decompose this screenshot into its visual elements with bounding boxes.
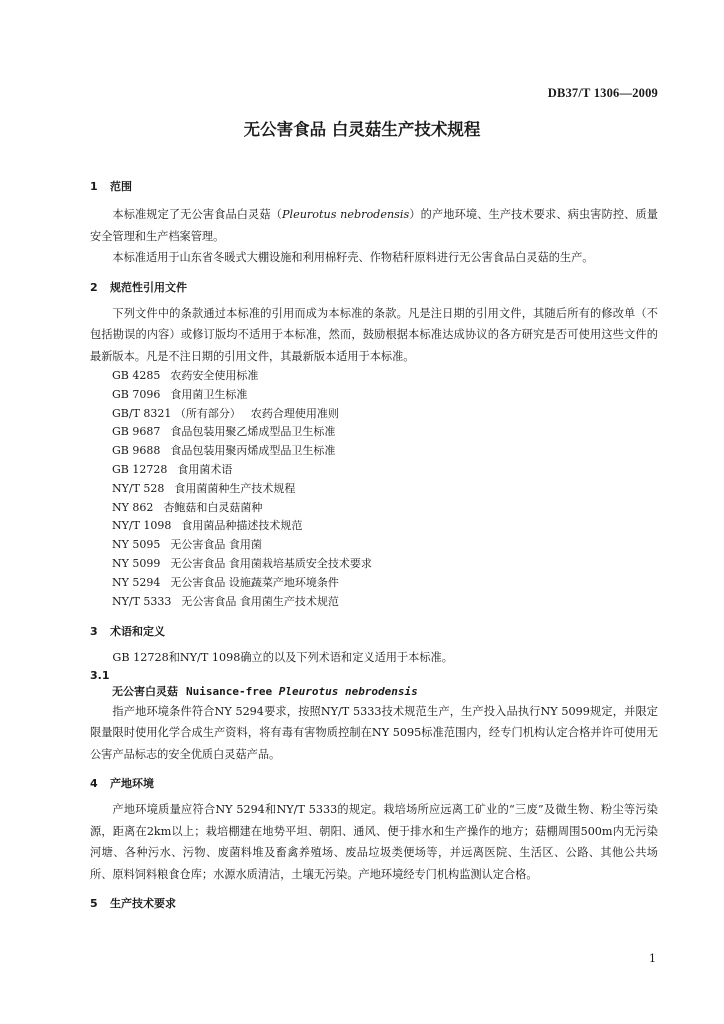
- ref-code: NY 5095: [112, 538, 161, 552]
- section-number: 4: [90, 777, 98, 791]
- list-item: [90, 405, 658, 424]
- section-number: 5: [90, 897, 98, 911]
- ref-code: GB/T 8321 （所有部分）: [112, 406, 241, 420]
- normative-refs-intro: 下列文件中的条款通过本标准的引用而成为本标准的条款。凡是注日期的引用文件，其随后所有的修改单（不包括勘误的内容）或修订版均不适用于本标准，然而，鼓励根据本标准达成协议的各方研究是否可使用这些文件的最新版本。凡是不注日期的引用文件，其最新版本适用于本标准。: [90, 306, 658, 363]
- list-item: [90, 386, 658, 405]
- reference-list: [90, 367, 658, 611]
- term-name: [90, 682, 658, 701]
- section-title: 范围: [110, 180, 132, 193]
- ref-title: 食用菌菌种生产技术规程: [174, 481, 296, 495]
- term-english-latin: Pleurotus nebrodensis: [278, 684, 418, 698]
- scope-latin-name: Pleurotus nebrodensis: [281, 208, 410, 221]
- section-heading-terms: [90, 623, 658, 639]
- section-number: 3: [90, 625, 98, 639]
- standard-code: DB37/T 1306—2009: [547, 86, 658, 100]
- list-item: [90, 499, 658, 518]
- term-chinese: 无公害白灵菇: [112, 684, 178, 698]
- ref-title: 食用菌术语: [177, 462, 233, 476]
- document-body: [90, 178, 658, 911]
- ref-code: NY 5294: [112, 575, 161, 589]
- ref-title: 食用菌卫生标准: [170, 387, 248, 401]
- section-title: 规范性引用文件: [110, 280, 187, 294]
- ref-code: NY/T 5333: [112, 594, 172, 608]
- list-item: [90, 536, 658, 555]
- page-number: 1: [649, 952, 656, 965]
- document-title: 无公害食品 白灵菇生产技术规程: [243, 120, 481, 139]
- list-item: [90, 423, 658, 442]
- section-title: 生产技术要求: [110, 897, 176, 911]
- section-number: 1: [90, 180, 98, 193]
- ref-code: NY 862: [112, 500, 154, 514]
- section-title: 术语和定义: [110, 625, 165, 639]
- terms-intro: GB 12728和NY/T 1098确立的以及下列术语和定义适用于本标准。: [112, 651, 453, 665]
- ref-title: 食品包装用聚乙烯成型品卫生标准: [170, 425, 336, 439]
- ref-code: GB 4285: [112, 369, 161, 382]
- list-item: [90, 480, 658, 499]
- ref-title: 杏鲍菇和白灵菇菌种: [163, 500, 263, 514]
- term-english: [186, 685, 418, 698]
- list-item: [90, 555, 658, 574]
- ref-code: GB 9688: [112, 444, 161, 458]
- list-item: [90, 442, 658, 461]
- ref-title: 无公害食品 食用菌栽培基质安全技术要求: [170, 556, 372, 570]
- ref-code: GB 12728: [112, 462, 168, 476]
- ref-code: NY/T 1098: [112, 519, 172, 533]
- ref-code: NY/T 528: [112, 481, 165, 495]
- section-heading-scope: [90, 178, 658, 194]
- ref-title: 无公害食品 食用菌生产技术规范: [181, 594, 339, 608]
- ref-code: GB 7096: [112, 387, 161, 401]
- section-heading-environment: [90, 775, 658, 791]
- ref-code: NY 5099: [112, 556, 161, 570]
- term-english-prefix: Nuisance-free: [186, 684, 273, 698]
- list-item: [90, 517, 658, 536]
- section-number: 2: [90, 280, 98, 294]
- list-item: [90, 461, 658, 480]
- environment-paragraph: 产地环境质量应符合NY 5294和NY/T 5333的规定。栽培场所应远离工矿业的“三废”及微生物、粉尘等污染源，距离在2km以上；栽培棚建在地势平坦、朝阳、通风、便于排水和生产操作的地方；菇棚周围500m内无污染河塘、各种污水、污物、废菌料堆及畜禽养殖场、废品垃圾类便场等，并远离医院、生活区、公路、其他公共场所、原料饲料粮食仓库；水源水质清洁，土壤无污染。产地环境经专门机构监测认定合格。: [90, 803, 658, 881]
- scope-paragraph-1: [90, 204, 658, 247]
- ref-title: 食品包装用聚丙烯成型品卫生标准: [170, 444, 336, 458]
- section-title: 产地环境: [110, 777, 154, 791]
- list-item: [90, 367, 658, 386]
- term-number: 3.1: [90, 668, 110, 682]
- ref-title: 农药合理使用准则: [250, 406, 339, 420]
- term-definition: 指产地环境条件符合NY 5294要求，按照NY/T 5333技术规范生产，生产投入品执行NY 5099规定，并限定限量限时使用化学合成生产资料，将有毒有害物质控制在NY 5095标准范围内，经专门机构认定合格并许可使用无公害产品标志的安全优质白灵菇产品。: [90, 704, 658, 761]
- ref-code: GB 9687: [112, 425, 161, 439]
- section-heading-production: [90, 895, 658, 911]
- ref-title: 农药安全使用标准: [170, 369, 259, 382]
- ref-title: 食用菌品种描述技术规范: [181, 519, 303, 533]
- ref-title: 无公害食品 设施蔬菜产地环境条件: [170, 575, 339, 589]
- scope-text-pre: 本标准规定了无公害食品白灵菇（: [112, 208, 282, 221]
- scope-text-post: ）的产地环境、生产技术要求、病虫害防控、质量安全管理和生产档案管理。: [90, 208, 658, 243]
- ref-title: 无公害食品 食用菌: [170, 538, 262, 552]
- scope-paragraph-2: 本标准适用于山东省冬暖式大棚设施和利用棉籽壳、作物秸秆原料进行无公害食品白灵菇的生产。: [112, 251, 594, 264]
- list-item: [90, 593, 658, 612]
- section-heading-normative-refs: [90, 279, 658, 295]
- list-item: [90, 574, 658, 593]
